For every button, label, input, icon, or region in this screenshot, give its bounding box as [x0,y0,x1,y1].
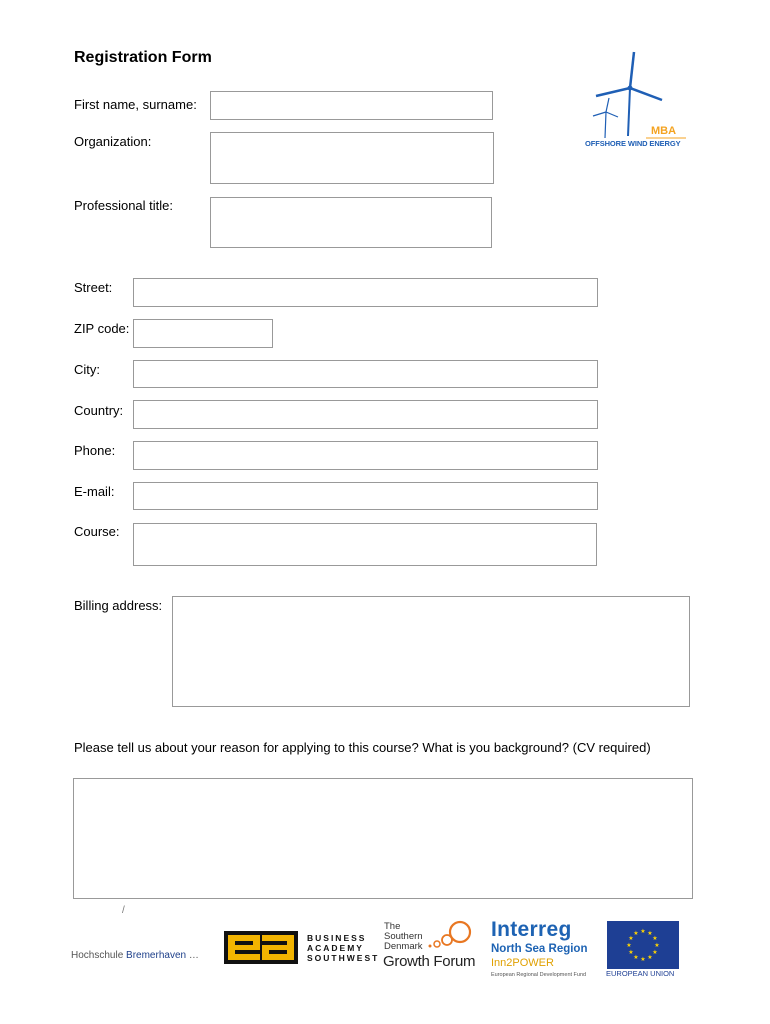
email-field[interactable] [133,482,598,510]
eu-text: EUROPEAN UNION [606,969,675,978]
billing-address-field[interactable] [172,596,690,707]
professional-title-label: Professional title: [74,198,173,213]
country-field[interactable] [133,400,598,429]
city-label: City: [74,362,100,377]
hochschule-logo-mark: / [122,905,125,916]
reason-field[interactable] [73,778,693,899]
business-academy-text: BUSINESS ACADEMY SOUTHWEST [307,933,380,963]
svg-text:★: ★ [633,954,639,961]
course-field[interactable] [133,523,597,566]
growth-forum-circles-icon [424,918,472,954]
zip-label: ZIP code: [74,321,130,336]
billing-label: Billing address: [74,598,163,613]
mba-logo-subtitle: OFFSHORE WIND ENERGY [585,139,681,148]
growth-forum-title: Growth Forum [383,953,476,970]
svg-text:★: ★ [633,930,639,937]
svg-text:★: ★ [628,935,634,942]
svg-text:★: ★ [652,949,658,956]
ea-logo-icon [224,931,298,964]
interreg-logo: Interreg [491,918,572,941]
svg-text:★: ★ [647,930,653,937]
city-field[interactable] [133,360,598,388]
reason-question: Please tell us about your reason for applying to this course? What is you background? (CV required) [74,740,651,755]
interreg-fund: European Regional Development Fund [491,972,587,978]
growth-forum-small-text: The Southern Denmark [384,921,423,952]
course-label: Course: [74,524,120,539]
zip-field[interactable] [133,319,273,348]
organization-field[interactable] [210,132,494,184]
hochschule-bremerhaven-logo: Hochschule Bremerhaven … [71,950,199,961]
name-field[interactable] [210,91,493,120]
svg-text:★: ★ [654,942,660,949]
svg-text:★: ★ [640,928,646,935]
svg-text:★: ★ [647,954,653,961]
phone-field[interactable] [133,441,598,470]
eu-flag-icon [607,921,679,969]
name-label: First name, surname: [74,97,197,112]
svg-text:★: ★ [628,949,634,956]
interreg-region: North Sea Region [491,943,588,955]
page-title: Registration Form [74,49,212,66]
svg-text:★: ★ [640,956,646,963]
organization-label: Organization: [74,134,152,149]
email-label: E-mail: [74,484,115,499]
street-field[interactable] [133,278,598,307]
country-label: Country: [74,403,124,418]
svg-text:★: ★ [626,942,632,949]
interreg-project: Inn2POWER [491,957,554,969]
wind-turbine-logo [582,48,692,153]
street-label: Street: [74,280,113,295]
mba-logo-text: MBA [651,125,677,137]
professional-title-field[interactable] [210,197,492,248]
phone-label: Phone: [74,443,116,458]
svg-text:★: ★ [652,935,658,942]
